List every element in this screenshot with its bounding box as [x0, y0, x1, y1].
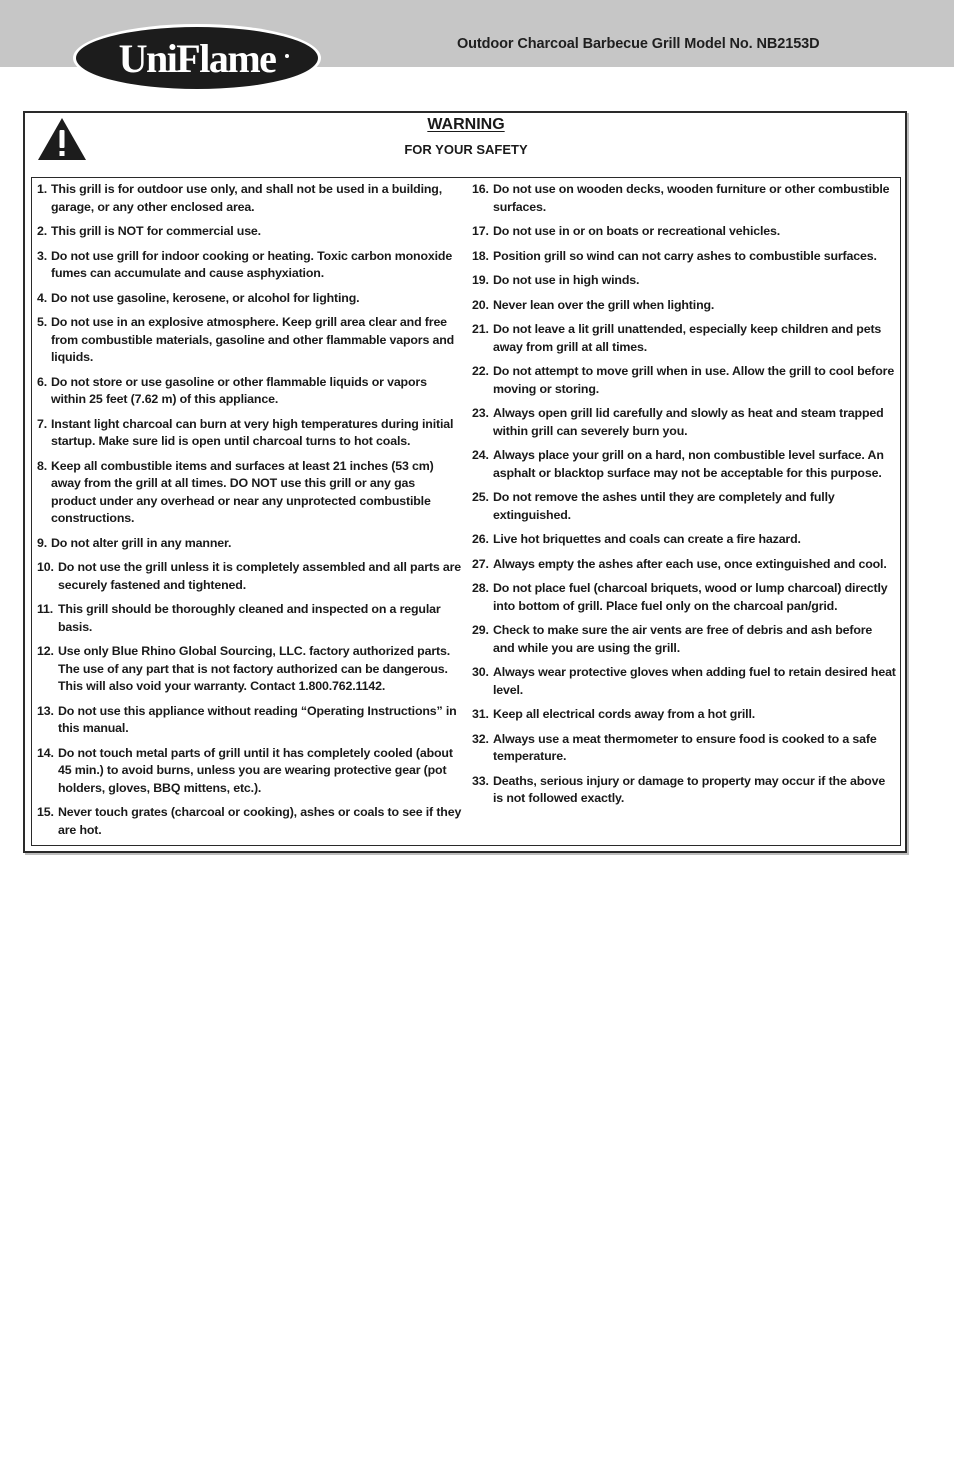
warning-item — [37, 314, 462, 367]
warning-item — [472, 556, 896, 574]
warning-item-text: Do not use in or on boats or recreational vehicles. — [493, 224, 781, 238]
warning-list-left — [37, 181, 462, 846]
warning-item-number: 3. — [37, 248, 48, 263]
warning-item-number: 18. — [472, 248, 489, 263]
warning-item-text: Always place your grill on a hard, non combustible level surface. An asphalt or blacktop surface may not be acceptable for this purpose. — [493, 448, 884, 480]
warning-item — [37, 223, 462, 241]
warning-item-number: 4. — [37, 290, 48, 305]
warning-item-number: 32. — [472, 731, 489, 746]
warning-item-text: Always use a meat thermometer to ensure food is cooked to a safe temperature. — [493, 731, 877, 763]
warning-item-text: Do not alter grill in any manner. — [51, 535, 232, 550]
warning-item-number: 6. — [37, 374, 48, 389]
warning-item-text: Do not remove the ashes until they are completely and fully extinguished. — [493, 490, 835, 522]
warning-item-number: 21. — [472, 322, 489, 336]
warning-item-number: 28. — [472, 581, 489, 595]
warning-item-number: 12. — [37, 644, 54, 658]
warning-item-text: Do not place fuel (charcoal briquets, wood or lump charcoal) directly into bottom of grill. Place fuel only on the charcoal pan/grid. — [493, 581, 888, 613]
warning-item — [472, 622, 896, 657]
warning-item-text: Do not use this appliance without reading “Operating Instructions” in this manual. — [58, 703, 457, 735]
warning-item — [37, 416, 462, 451]
warning-item — [472, 248, 896, 266]
warning-item-text: Never lean over the grill when lighting. — [493, 297, 715, 312]
warning-item — [37, 745, 462, 798]
warning-item — [37, 248, 462, 283]
warning-item — [37, 703, 462, 738]
warning-item-text: This grill should be thoroughly cleaned and inspected on a regular basis. — [58, 602, 441, 634]
warning-item-text: Do not use gasoline, kerosene, or alcohol for lighting. — [51, 290, 360, 305]
warning-item-number: 23. — [472, 406, 489, 420]
warning-item-text: Keep all electrical cords away from a hot grill. — [493, 707, 756, 721]
warning-item — [37, 374, 462, 409]
warning-item-text: Do not use in an explosive atmosphere. Keep grill area clear and free from combustible materials, gasoline and other flammable vapors and liquids. — [51, 315, 455, 364]
warning-item-number: 2. — [37, 224, 48, 238]
warning-item-text: Do not use the grill unless it is completely assembled and all parts are securely fastened and tightened. — [58, 560, 462, 592]
warning-item-number: 17. — [472, 224, 489, 238]
warning-subtitle: FOR YOUR SAFETY — [404, 142, 528, 157]
warning-item-text: Always wear protective gloves when adding fuel to retain desired heat level. — [493, 665, 896, 697]
warning-item-text: Instant light charcoal can burn at very high temperatures during initial startup. Make sure lid is open until charcoal turns to hot coals. — [51, 416, 454, 448]
warning-list-right — [472, 181, 896, 815]
warning-item-text: Position grill so wind can not carry ashes to combustible surfaces. — [493, 248, 877, 263]
warning-item — [37, 290, 462, 308]
warning-item-number: 25. — [472, 490, 489, 504]
warning-item-text: Do not touch metal parts of grill until it has completely cooled (about 45 min.) to avoid burns, unless you are wearing protective gear (pot holders, gloves, BBQ mittens, etc.). — [58, 745, 453, 795]
warning-item — [37, 804, 462, 839]
warning-item-number: 16. — [472, 182, 489, 196]
warning-item — [472, 297, 896, 315]
warning-item-number: 19. — [472, 273, 489, 287]
warning-item-number: 27. — [472, 556, 489, 571]
warning-item — [472, 489, 896, 524]
warning-item-number: 15. — [37, 805, 54, 819]
warning-item — [37, 181, 462, 216]
warning-item-text: Do not use on wooden decks, wooden furniture or other combustible surfaces. — [493, 182, 890, 214]
warning-item — [472, 447, 896, 482]
warning-item-number: 31. — [472, 707, 489, 721]
warning-item — [472, 181, 896, 216]
warning-item-text: Always empty the ashes after each use, once extinguished and cool. — [493, 556, 887, 571]
warning-item-number: 5. — [37, 315, 48, 329]
warning-item-number: 9. — [37, 535, 48, 550]
warning-item — [472, 531, 896, 549]
warning-item-text: This grill is for outdoor use only, and shall not be used in a building, garage, or any other enclosed area. — [51, 182, 442, 214]
warning-item — [37, 601, 462, 636]
warning-item-text: Live hot briquettes and coals can create a fire hazard. — [493, 532, 801, 546]
warning-item-text: Always open grill lid carefully and slowly as heat and steam trapped within grill can severely burn you. — [493, 406, 884, 438]
warning-item — [472, 773, 896, 808]
warning-item-text: Keep all combustible items and surfaces at least 21 inches (53 cm) away from the grill at all times. DO NOT use this grill or any gas product under any overhead or near any unprotected combustible constructions. — [51, 458, 434, 525]
warning-item-number: 26. — [472, 532, 489, 546]
warning-item — [472, 363, 896, 398]
warning-item — [37, 535, 462, 553]
warning-item-text: Use only Blue Rhino Global Sourcing, LLC. factory authorized parts. The use of any part that is not factory authorized can be dangerous. This will also void your warranty. Contact 1.800.762.1142. — [58, 644, 450, 693]
model-title: Outdoor Charcoal Barbecue Grill Model No. NB2153D — [457, 36, 820, 52]
warning-item-number: 29. — [472, 623, 489, 637]
warning-item — [472, 321, 896, 356]
warning-item-number: 1. — [37, 182, 48, 196]
warning-item — [37, 458, 462, 528]
warning-item-text: Do not attempt to move grill when in use. Allow the grill to cool before moving or storing. — [493, 364, 895, 396]
warning-item-number: 22. — [472, 364, 489, 378]
warning-title: WARNING — [427, 116, 505, 133]
svg-text:UniFlame: UniFlame — [118, 36, 276, 81]
warning-item-number: 7. — [37, 416, 48, 431]
warning-item-number: 30. — [472, 665, 489, 679]
warning-item-text: This grill is NOT for commercial use. — [51, 224, 261, 238]
warning-item — [472, 731, 896, 766]
uniflame-logo — [71, 22, 323, 94]
warning-item-text: Do not use grill for indoor cooking or heating. Toxic carbon monoxide fumes can accumulate and cause asphyxiation. — [51, 248, 453, 280]
warning-item-number: 13. — [37, 703, 54, 718]
warning-item-number: 14. — [37, 745, 54, 760]
warning-item-number: 10. — [37, 560, 54, 574]
warning-item-number: 11. — [37, 602, 54, 616]
warning-item-text: Do not use in high winds. — [493, 273, 640, 287]
warning-item — [472, 580, 896, 615]
warning-item — [37, 643, 462, 696]
warning-item — [472, 706, 896, 724]
warning-item-number: 24. — [472, 448, 489, 462]
warning-item-text: Deaths, serious injury or damage to property may occur if the above is not followed exactly. — [493, 773, 886, 805]
warning-item — [472, 664, 896, 699]
warning-item-text: Do not leave a lit grill unattended, especially keep children and pets away from grill at all times. — [493, 322, 882, 354]
warning-item-number: 33. — [472, 773, 489, 788]
warning-item — [472, 223, 896, 241]
warning-item — [472, 272, 896, 290]
warning-item-text: Never touch grates (charcoal or cooking), ashes or coals to see if they are hot. — [58, 805, 462, 837]
warning-item-number: 8. — [37, 458, 48, 473]
warning-item — [472, 405, 896, 440]
warning-item-text: Do not store or use gasoline or other flammable liquids or vapors within 25 feet (7.62 m) of this appliance. — [51, 374, 427, 406]
warning-item — [37, 559, 462, 594]
warning-item-text: Check to make sure the air vents are free of debris and ash before and while you are using the grill. — [493, 623, 873, 655]
warning-item-number: 20. — [472, 297, 489, 312]
